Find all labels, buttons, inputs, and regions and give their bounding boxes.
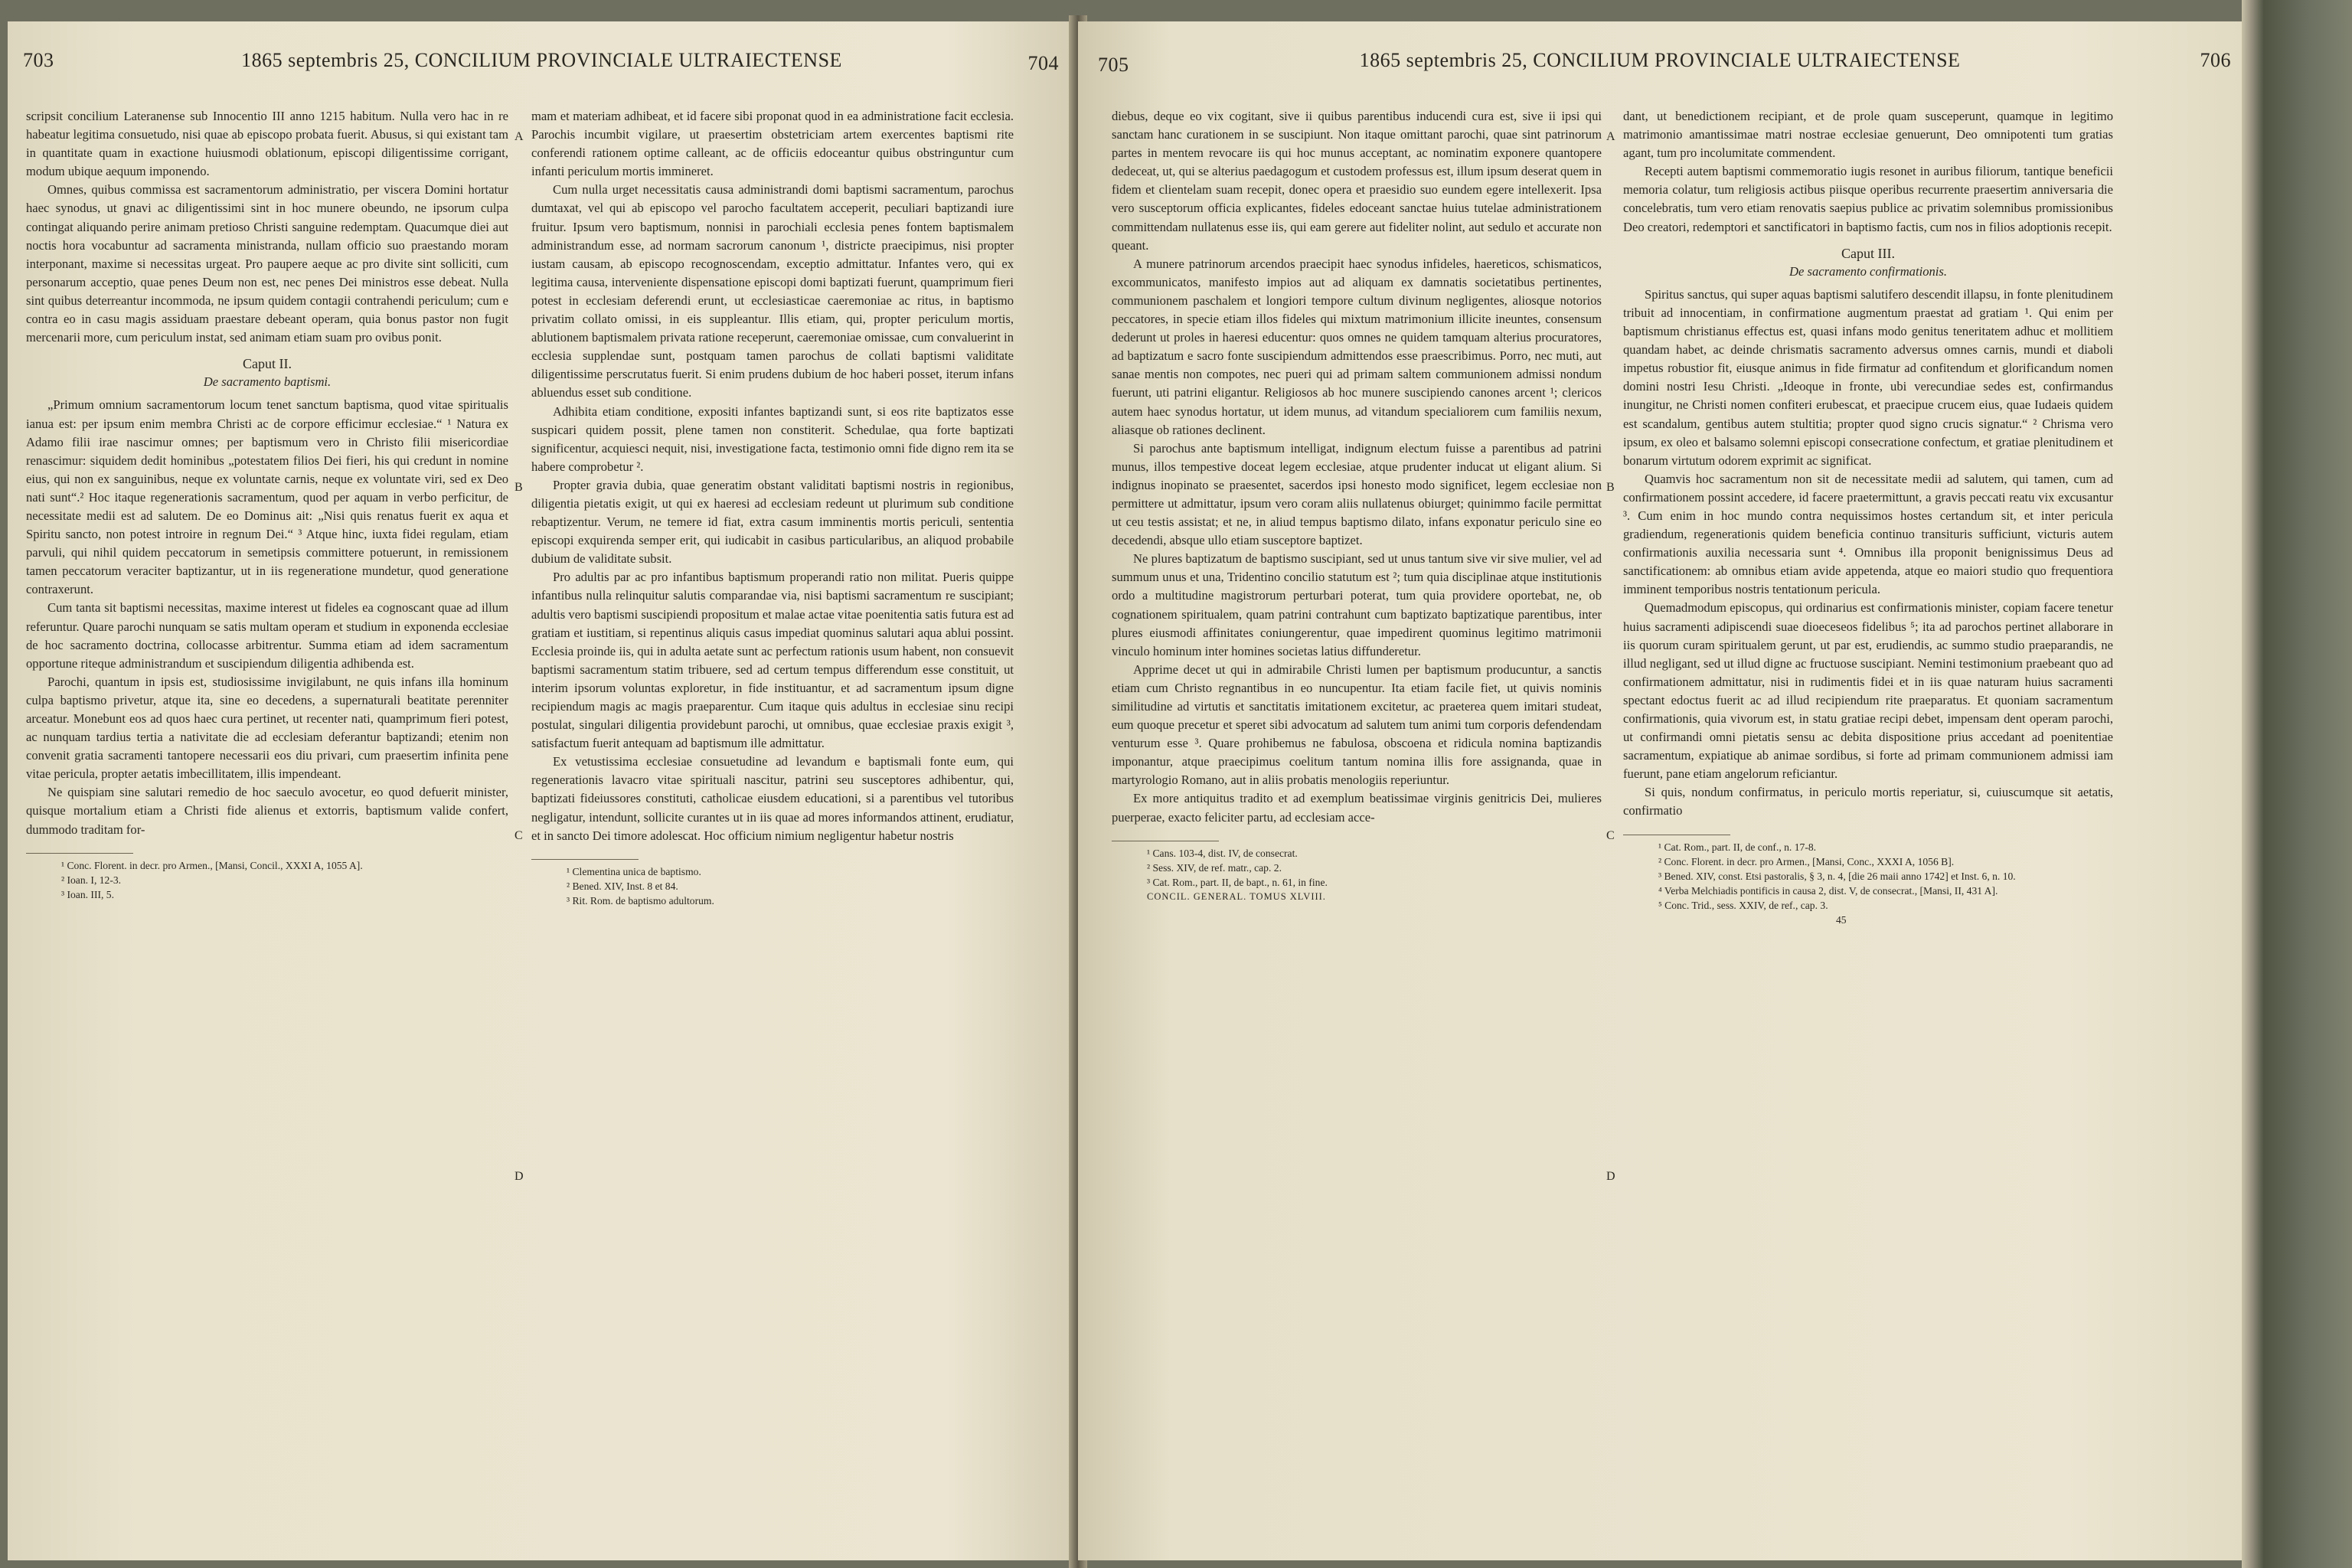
footnote: ² Sess. XIV, de ref. matr., cap. 2. xyxy=(1147,861,1282,874)
paragraph: A munere patrinorum arcendos praecipit haec synodus infideles, haereticos, schismaticos, excommunicatos, manifesto impios aut ad aliquam ex damnatis societatibus pertinentes, communionem paschalem et longiori tempore cultum divinum negligentes, aliosque notorios peccatores, in specie etiam illos fideles qui mixtum matrimonium illicite ineuntes, consensum dederunt ut proles in haeresi educentur: quos omnes ne quidem tamquam alterius procuratores, ad baptizatum e sacro fonte suscipiendum admittendos esse praescribimus. Porro, nec muti, aut sanae mentis non compotes, nec pueri qui ad primam saltem communionem admissi nondum fuerunt, uti patrini eligantur. Religiosos ab hoc munere suscipiendo canones arcent ¹; clericos autem haec synodus hortatur, ut idem munus, ad vitandum specialiorem cum familiis nexum, aliasque ob rationes declinent. xyxy=(1112,256,1602,437)
paragraph: Ex more antiquitus tradito et ad exemplum beatissimae virginis genitricis Dei, mulieres puerperae, exacto feliciter partu, ad ecclesiam acce- xyxy=(1112,791,1602,825)
section-mark-a: A xyxy=(1606,130,1615,143)
footnote: ² Ioan. I, 12-3. xyxy=(61,874,122,886)
section-mark-a: A xyxy=(514,130,524,143)
footnote: ¹ Cat. Rom., part. II, de conf., n. 17-8. xyxy=(1658,841,1817,853)
paragraph: Omnes, quibus commissa est sacramentorum administratio, per viscera Domini hortatur haec synodus, ut gnavi ac diligentissimi sint in hoc munere obeundo, ne ipsorum culpa contingat aliquando perire animam pretioso Christi sanguine redemptam. Quacumque diei aut noctis hora vocabuntur ad sacramenta ministranda, nullam officio suo praestando moram interponant, maxime si necessitas urgeat. Pro paupere aeque ac pro divite sint solliciti, cum personarum acceptio, quae penes Deum non est, nec penes Dei ministros esse debeat. Nulla sint quibus deterreantur incommoda, ne ipsum quidem contagii contrahendi periculum; cum e contra eo in casu magis assiduam praestare debeant operam, quia bonus pastor non fugit mercenarii more, cum periculum instat, sed animam etiam suam pro ovibus ponit. xyxy=(26,182,508,345)
section-mark-d: D xyxy=(514,1170,524,1183)
chapter-heading: Caput III. xyxy=(1841,245,1895,261)
footnote: ³ Bened. XIV, const. Etsi pastoralis, § 3, n. 4, [die 26 maii anno 1742] et Inst. 6, n. 10. xyxy=(1658,870,2016,882)
footnote: ³ Rit. Rom. de baptismo adultorum. xyxy=(567,894,714,906)
footnote: ¹ Conc. Florent. in decr. pro Armen., [Mansi, Concil., XXXI A, 1055 A]. xyxy=(61,859,363,871)
paragraph: scripsit concilium Lateranense sub Innocentio III anno 1215 habitum. Nulla vero hac in re habeatur legitima consuetudo, nisi quae ab episcopo probata fuerit. Abusus, si qui existant tam in quantitate quam in exactione huiusmodi oblationum, episcopi diligentissime corrigant, modum ubique aequum imponendo. xyxy=(26,109,508,179)
paragraph: Si quis, nondum confirmatus, in periculo mortis reperiatur, si, cuiuscumque sit aetatis, confirmatio xyxy=(1623,785,2113,818)
paragraph: Ne quispiam sine salutari remedio de hoc saeculo avocetur, eo quod defuerit minister, quisque mortalium etiam a Christi fide alienus et extorris, baptismum valide confert, dummodo traditam for- xyxy=(26,785,508,837)
running-head-right xyxy=(1078,49,2242,80)
section-mark-c: C xyxy=(1606,829,1615,842)
paragraph: mam et materiam adhibeat, et id facere sibi proponat quod in ea administratione facit ecclesia. Parochis incumbit vigilare, ut praesertim obstetriciam artem exercentes baptismi rite conferendi rationem optime calleant, ac de officiis edoceantur quibus obstringuntur cum infanti periculum mortis immineret. xyxy=(531,109,1014,179)
footnote: ² Bened. XIV, Inst. 8 et 84. xyxy=(567,880,678,892)
chapter-subtitle: De sacramento confirmationis. xyxy=(1788,263,1948,279)
paragraph: Cum tanta sit baptismi necessitas, maxime interest ut fideles ea cognoscant quae ad illum referuntur. Quare parochi nunquam se satis multam operam et studium in exponenda ecclesiae de hoc sacramento doctrina, collocasse arbitrentur. Summa etiam ad idem sacramentum opportune riteque administrandum et suscipiendum diligentia adhibenda est. xyxy=(26,600,508,671)
paragraph: Spiritus sanctus, qui super aquas baptismi salutifero descendit illapsu, in fonte plenitudinem tribuit ad innocentiam, in confirmatione augmentum praestat ad gratiam ¹. Qui enim per baptismum christianus effectus est, quasi infans modo genitus teneritatem adhuc et mollitiem quandam habet, ac deinde chrismatis sacramento adversus omnes carnis, mundi et diaboli impetus robustior fit, eiusque animus in fide firmatur ad confitendum et glorificandum nomen domini nostri Iesu Christi. „Ideoque in fronte, ubi verecundiae sedes est, confirmandus inungitur, ne Christi nomen confiteri erubescat, et praecipue crucem eius, quae Iudaeis quidem est scandalum, gentibus autem stultitia; propter quod signo crucis signatur.“ ² Chrisma vero ipsum, ex oleo et balsamo solemni episcopi consecratione confectum, et gratiae plenitudinem et bonarum virtutum odorem exprimit ac significat. xyxy=(1623,286,2113,468)
signature-mark: 45 xyxy=(1836,913,1847,926)
page-number-705: 705 xyxy=(1098,54,1129,76)
paragraph: Ex vetustissima ecclesiae consuetudine ad levandum e baptismali fonte eum, qui regenerationis lavacro vitae spirituali nascitur, patrini seu susceptores adhibentur, qui, baptizati fideiussores constituti, catholicae eiusdem educationi, si a parentibus vel tutoribus negligatur, intendunt, sollicite curantes ut in iis quae ad mores informandos attinent, erudiatur, et in sancto Dei timore adolescat. Hoc officium nimium negligentur habetur nostris xyxy=(531,754,1014,843)
paragraph: Cum nulla urget necessitatis causa administrandi domi baptismi sacramentum, parochus dumtaxat, vel qui ab episcopo vel parocho facultatem acceperit, peculiari baptizandi iure fruitur. Ipsum vero baptismum, nonnisi in parochiali ecclesia penes fontem baptismalem administrandum esse, ad normam sacrorum canonum ¹, districte praecipimus, nisi propter iustam causam, ab episcopo recognoscendam, exceptio admittatur. Infantes vero, qui ex legitima causa, interveniente dispensatione episcopi domi baptizati fuerunt, quamprimum fieri potest in ecclesiam deferendi erunt, ut ecclesiasticae caeremoniae ac ritus, in baptismo privatim collato omissi, in eis suppleantur. Illis etiam, qui, propter periculum mortis, ablutionem baptismalem privata ratione receperunt, caeremoniae omissae, cum convaluerint in ecclesia supplendae sunt, postquam tamen parochus de collati baptismi validitate diligentissime perscrutatus fuerit. Si enim prudens dubium de hoc haberi posset, iterum infans abluendus esset sub conditione. xyxy=(531,182,1014,400)
page-number-703: 703 xyxy=(23,49,54,71)
section-mark-d: D xyxy=(1606,1170,1615,1183)
footnote: ¹ Cans. 103-4, dist. IV, de consecrat. xyxy=(1147,847,1298,859)
paragraph: Quamvis hoc sacramentum non sit de necessitate medii ad salutem, qui tamen, cum ad confirmationem possint accedere, id facere praetermittunt, a gravis peccati reatu vix excusantur ³. Cum enim in hoc mundo contra nequissimos hostes certandum sit, et inter pericula gradiendum, regenerationis quidem beneficia continuo transituris sufficiunt, victuris autem confirmationis auxilia necessaria sunt ⁴. Omnibus illa proponit benignissimus Deus ad sanctificationem: ab omnibus etiam avide appetenda, atque eo maiori studio quo frequentiora imminent temporibus nostris tentationum pericula. xyxy=(1623,471,2113,597)
paragraph: Parochi, quantum in ipsis est, studiosissime invigilabunt, ne quis infans illa hominum culpa baptismo privetur, atque ita, sine eo decedens, a supernaturali beatitate perenniter arceatur. Monebunt eos ad quos haec cura pertinet, ut recenter nati, quamprimum fieri potest, ac nunquam tardius tertia a nativitate die ad ecclesiam deferantur baptizandi; etenim non convenit gratia sacramenti tantopere necessarii eos diu privari, cum praesertim infinita pene vitae pericula, propter aetatis imbecillitatem, illis impendeant. xyxy=(26,674,508,782)
paragraph: Apprime decet ut qui in admirabile Christi lumen per baptismum producuntur, a sanctis etiam cum Christo regnantibus in eo nuncupentur. Ita etiam facile fiet, ut quivis nominis similitudine ad virtutis et sanctitatis imitationem excitetur, ac praeterea quem imitari studeat, eum quoque precetur et speret sibi advocatum ad salutem tum animi tum corporis defendendam venturum esse ³. Quare prohibemus ne fabulosa, obscoena et ridicula nomina baptizandis imponantur, atque praecipimus coelitum tantum nomina illis fore assignanda, quae in martyrologio Romano, aut in aliis probatis menologiis reperiuntur. xyxy=(1112,662,1602,788)
page-number-704: 704 xyxy=(1027,52,1059,74)
left-column-2 xyxy=(531,107,1014,908)
paragraph: Si parochus ante baptismum intelligat, indignum electum fuisse a parentibus ad patrini munus, illos tempestive doceat legem ecclesiae, atque prudenter inducat ut eligant alium. Si indignus inopinato se praesentet, sacerdos ipsi honesto modo significet, legem ecclesiae non permittere ut admittatur, ipsum vero coram aliis nullatenus obiurget; quinimmo facile permittat ut ceu testis assistat; et ne, in aliud tempus baptismo dilato, infans exponatur periculo sine eo decedendi, absque ullo etiam susceptore baptizet. xyxy=(1112,440,1602,548)
paragraph: diebus, deque eo vix cogitant, sive ii quibus parentibus inducendi cura est, sive ii ipsi qui sanctam hanc curationem in se suscipiunt. Non itaque omittant parochi, quae sint patrinorum partes in mentem revocare iis qui hoc munus acceptant, ac nominatim exponere quantopere dedeceat, ut, qui se alterius paedagogum et custodem professus est, illum ipsum deserat quem in fidem et clientelam suam recepit, donec opera et praesidio suo eundem egere intellexerit. Ipsa vero susceptorum officia explicantes, fideles edoceant sanctae huius tutelae administrationem committendam nullatenus esse iis, qui eam gerere aut fideliter nolint, aut sedulo et accurate non queant. xyxy=(1112,109,1602,253)
left-page xyxy=(8,21,1076,1560)
paragraph: Ne plures baptizatum de baptismo suscipiant, sed ut unus tantum sive vir sive mulier, vel ad summum unus et una, Tridentino concilio statutum est ²; tum quia disciplinae atque institutionis ordo a multitudine magistrorum perturbari poterat, tum quia providere oportebat, ne, ob cognationem spiritualem, quam patrini contrahunt cum baptizato baptizatique parentibus, inter plures eiusmodi affinitates coniungerentur, quae impedirent quominus legitimo matrimonii vinculo hominum inter homines societas latius diffunderetur. xyxy=(1112,551,1602,658)
right-column-1 xyxy=(1112,107,1602,904)
footnote: ⁴ Verba Melchiadis pontificis in causa 2, dist. V, de consecrat., [Mansi, II, 431 A]. xyxy=(1658,884,1998,897)
paragraph: Recepti autem baptismi commemoratio iugis resonet in auribus filiorum, tantique beneficii memoria colatur, tum religiosis actibus piisque operibus recurrente praesertim anniversaria die concelebratis, tum vero etiam renovatis saepius publice ac privatim solemnibus promissionibus Deo creatori, redemptori et sanctificatori in baptismo factis, cum nos in filios adoptionis recepit. xyxy=(1623,164,2113,234)
page-edge-and-background xyxy=(2242,0,2352,1568)
right-page xyxy=(1078,21,2242,1560)
paragraph: Pro adultis par ac pro infantibus baptismum properandi ratio non militat. Pueris quippe infantibus nulla relinquitur salutis comparandae via, nisi baptismi sacramentum re suscipiant; adultis vero baptismi suscipiendi propositum et malae actae vitae poenitentia satis futura est ad gratiam et iustitiam, si repentinus aliquis casus impediat quominus salutari aqua ablui possint. Ecclesia proinde iis, qui in adulta aetate sunt ac perfectum rationis usum habent, non consuevit baptismi sacramentum statim tribuere, sed ad certum tempus differendum esse constituit, ut interim ipsorum voluntas exploretur, in fide instituantur, et ad sacramentum ipsum digne recipiendum magis ac magis praeparentur. Cum itaque quis adultus in ecclesiae sinu recipi postulat, singulari diligentia providebunt parochi, ut omnibus, quae ecclesiae praxis exigit ³, satisfactum fuerit antequam ad baptismum ille admittatur. xyxy=(531,570,1014,751)
volume-colophon: CONCIL. GENERAL. TOMUS XLVIII. xyxy=(1147,890,1326,902)
footnote-rule xyxy=(531,859,639,860)
left-column-1 xyxy=(26,107,508,902)
section-mark-b: B xyxy=(514,481,523,494)
paragraph: dant, ut benedictionem recipiant, et de prole quam susceperunt, quamque in legitimo matrimonio amantissimae matri nostrae ecclesiae genuerunt, Deo omnipotenti tum gratias agant, tum pro incolumitate commendent. xyxy=(1623,109,2113,161)
section-mark-b: B xyxy=(1606,481,1615,494)
footnote: ² Conc. Florent. in decr. pro Armen., [Mansi, Conc., XXXI A, 1056 B]. xyxy=(1658,855,1955,867)
chapter-subtitle: De sacramento baptismi. xyxy=(203,374,332,390)
paragraph: „Primum omnium sacramentorum locum tenet sanctum baptisma, quod vitae spiritualis ianua est: per ipsum enim membra Christi ac de corpore efficimur ecclesiae.“ ¹ Natura ex Adamo filii irae nascimur omnes; per baptismum vero in Christo filii misericordiae renascimur: siquidem dedit hominibus „potestatem filios Dei fieri, his qui credunt in nomine eius, qui non ex sanguinibus, neque ex voluntate carnis, neque ex voluntate viri, sed ex Deo nati sunt“.² Hoc itaque regenerationis sacramentum, quod per aquam in verbo perficitur, de necessitate medii est ad salutem. De eo Dominus ait: „Nisi quis renatus fuerit ex aqua et Spiritu sancto, non potest introire in regnum Dei.“ ³ Atque hinc, iuxta fidei regulam, etiam parvuli, qui nihil quidem peccatorum in semetipsis committere potuerunt, in remissionem tamen peccatorum veraciter baptizantur, ut in iis regeneratione mundetur, quod generatione contraxerunt. xyxy=(26,397,508,597)
running-title-right: 1865 septembris 25, CONCILIUM PROVINCIALE ULTRAIECTENSE xyxy=(1359,49,1961,71)
footnote: ³ Ioan. III, 5. xyxy=(61,888,114,900)
right-column-2 xyxy=(1623,107,2113,927)
page-number-706: 706 xyxy=(2200,49,2231,71)
footnote: ⁵ Conc. Trid., sess. XXIV, de ref., cap. 3. xyxy=(1658,899,1828,911)
section-mark-c: C xyxy=(514,829,523,842)
paragraph: Propter gravia dubia, quae generatim obstant validitati baptismi nostris in regionibus, diligentia pietatis exigit, ut qui ex haeresi ad ecclesiam redeunt ut plurimum sub conditione rebaptizentur. Verum, ne temere id fiat, extra casum imminentis mortis periculi, sententia episcopi exquirenda semper erit, qui iudicabit in casibus particularibus, an aliquod probabile dubium de validitate subsit. xyxy=(531,477,1014,567)
footnote: ¹ Clementina unica de baptismo. xyxy=(567,865,701,877)
paragraph: Adhibita etiam conditione, expositi infantes baptizandi sunt, si eos rite baptizatos esse suspicari quidem possit, plene tamen non constiterit. Schedulae, qua forte baptizati significentur, acquiesci nequit, nisi, investigatione facta, testimonio omni fide digno rem ita se habere comprobetur ². xyxy=(531,403,1014,474)
paragraph: Quemadmodum episcopus, qui ordinarius est confirmationis minister, copiam facere tenetur huius sacramenti adipiscendi suae dioeceseos fidelibus ⁵; ita ad parochos pertinet allaborare in iis quorum curam spiritualem gerunt, ut par est, erudiendis, ac summo studio praeparandis, ne illud negligant, sed ut illud digne ac fructuose suscipiant. Nemini testimonium praebeant quo ad confirmationem admittatur, nisi in rudimentis fidei et in iis quae naturam huius sacramenti spectant edoctus fuerit ac ad illud recipiendum rite praeparatus. Et quoniam sacramentum confirmationis, quia vivorum est, in statu gratiae recipi debet, impensam dent operam parochi, ut confirmandi omni pietatis sensu ac debita dispositione prius accedant ad poenitentiae sacramentum, expiatique ab animae sordibus, si forte ad primam communionem admissi iam fuerunt, pane etiam angelorum reficiantur. xyxy=(1623,600,2113,782)
running-title-left: 1865 septembris 25, CONCILIUM PROVINCIALE ULTRAIECTENSE xyxy=(241,49,842,71)
running-head-left xyxy=(8,49,1076,80)
chapter-heading: Caput II. xyxy=(243,356,292,372)
footnote: ³ Cat. Rom., part. II, de bapt., n. 61, in fine. xyxy=(1147,876,1328,888)
footnote-rule xyxy=(26,853,133,854)
